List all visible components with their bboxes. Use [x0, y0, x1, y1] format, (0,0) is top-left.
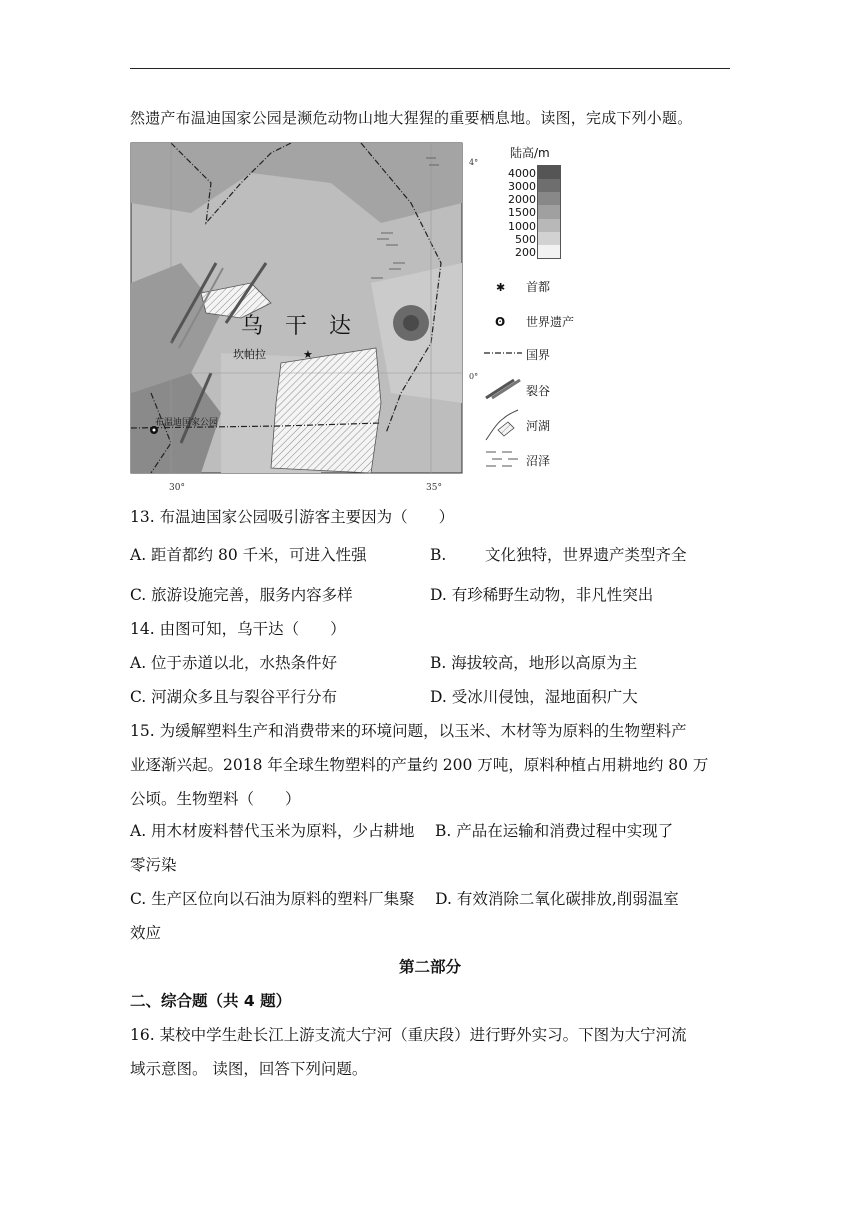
elevation-value-label: 1500: [508, 206, 536, 220]
map-legend: [470, 140, 600, 480]
elevation-swatch: [538, 205, 560, 218]
lat-0-label: 0°: [469, 372, 479, 381]
legend-river-lake-label: 河湖: [526, 419, 551, 433]
elevation-value-label: 200: [515, 245, 536, 259]
q14-option-a: A. 位于赤道以北，水热条件好: [130, 654, 338, 672]
legend-heritage-icon: ʘ: [495, 315, 506, 329]
q13-option-d: D. 有珍稀野生动物，非凡性突出: [430, 586, 654, 604]
legend-swamp-label: 沼泽: [526, 454, 551, 468]
q13-option-b-text: 文化独特，世界遗产类型齐全: [485, 546, 687, 564]
q13-option-c: C. 旅游设施完善，服务内容多样: [130, 586, 353, 604]
capital-label: 坎帕拉: [233, 348, 266, 361]
header-rule: [130, 68, 730, 69]
elevation-swatch: [538, 179, 560, 192]
legend-border-label: 国界: [526, 348, 551, 362]
legend-border-icon: [484, 347, 522, 359]
section-heading: 二、综合题（共 4 题）: [130, 992, 292, 1010]
elevation-colorbar: [537, 165, 561, 259]
lon-35-label: 35°: [426, 483, 442, 493]
legend-title: 陆高/m: [510, 146, 550, 160]
lat-4-label: 4°: [469, 158, 479, 167]
q15-options-ab: A. 用木材废料替代玉米为原料，少占耕地 B. 产品在运输和消费过程中实现了: [130, 822, 674, 840]
elevation-value-label: 4000: [508, 167, 536, 180]
legend-swamp-icon: [484, 448, 522, 470]
q16-stem-line2: 域示意图。 读图，回答下列问题。: [130, 1060, 368, 1078]
lon-30-label: 30°: [169, 483, 185, 493]
intro-text: 然遗产布温迪国家公园是濒危动物山地大猩猩的重要栖息地。读图，完成下列小题。: [130, 109, 693, 127]
elevation-value-label: 2000: [508, 193, 536, 207]
q13-stem: 13. 布温迪国家公园吸引游客主要因为（ ）: [130, 508, 455, 526]
q14-stem: 14. 由图可知，乌干达（ ）: [130, 620, 346, 638]
q15-stem-line3: 公顷。生物塑料（ ）: [130, 790, 301, 808]
elevation-value-label: 500: [515, 232, 536, 246]
elevation-swatch: [538, 219, 560, 232]
legend-river-lake-icon: [484, 408, 522, 442]
q13-option-a: A. 距首都约 80 千米，可进入性强: [130, 546, 367, 564]
q15-option-b-cont: 零污染: [130, 856, 177, 874]
elevation-swatch: [538, 232, 560, 245]
q15-option-d-cont: 效应: [130, 924, 162, 942]
park-label: 布温迪国家公园: [155, 418, 219, 428]
q14-option-c: C. 河湖众多且与裂谷平行分布: [130, 688, 338, 706]
legend-heritage-label: 世界遗产: [526, 315, 575, 329]
elevation-swatch: [538, 192, 560, 205]
q14-option-d: D. 受冰川侵蚀，湿地面积广大: [430, 688, 638, 706]
part-two-title: 第二部分: [398, 958, 461, 976]
elevation-value-label: 1000: [508, 219, 536, 233]
q15-stem-line2: 业逐渐兴起。2018 年全球生物塑料的产量约 200 万吨，原料种植占用耕地约 80 万: [130, 756, 709, 774]
q15-stem-line1: 15. 为缓解塑料生产和消费带来的环境问题，以玉米、木材等为原料的生物塑料产: [130, 722, 687, 740]
elevation-value-label: 3000: [508, 180, 536, 194]
elevation-swatch: [538, 166, 560, 179]
legend-capital-icon: ✱: [496, 281, 506, 294]
legend-capital-label: 首都: [526, 280, 551, 294]
capital-star-icon: ★: [303, 348, 313, 361]
q15-options-cd: C. 生产区位向以石油为原料的塑料厂集聚 D. 有效消除二氧化碳排放,削弱温室: [130, 890, 679, 908]
country-label: 乌 干 达: [241, 314, 352, 339]
legend-rift-label: 裂谷: [526, 384, 551, 398]
uganda-map: [131, 143, 479, 493]
q14-option-b: B. 海拔较高，地形以高原为主: [430, 654, 638, 672]
elevation-swatch: [538, 245, 560, 258]
legend-rift-icon: [484, 376, 522, 400]
q16-stem-line1: 16. 某校中学生赴长江上游支流大宁河（重庆段）进行野外实习。下图为大宁河流: [130, 1026, 687, 1044]
q13-option-b-letter: B.: [430, 546, 447, 564]
